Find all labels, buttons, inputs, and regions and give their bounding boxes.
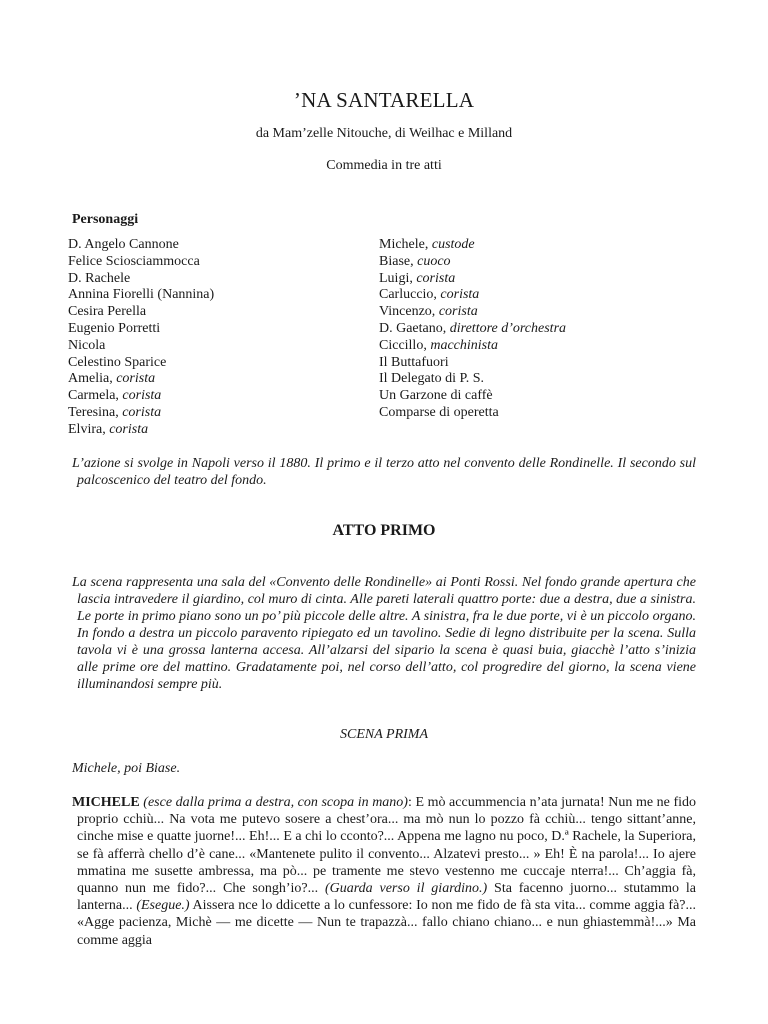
scene-title: SCENA PRIMA (339, 727, 428, 742)
personaggio-right (379, 254, 566, 271)
personaggio-name: Cesira Perella (68, 304, 147, 320)
personaggio-left (68, 287, 214, 304)
personaggio-left (68, 237, 214, 254)
personaggio-right (379, 405, 566, 422)
personaggio-right (379, 355, 566, 372)
personaggio-role: custode (431, 237, 475, 252)
personaggio-name: Nicola (68, 337, 106, 353)
personaggio-name: Il Buttafuori (379, 354, 449, 370)
personaggio-name: Celestino Sparice (68, 354, 167, 370)
personaggio-name: Elvira, (68, 421, 110, 437)
scene-description (72, 574, 696, 693)
personaggio-name: Un Garzone di caffè (379, 388, 493, 404)
azione-note (72, 455, 696, 489)
personaggio-name: Carluccio, (379, 287, 441, 303)
play-genre: Commedia in tre atti (326, 158, 442, 173)
personaggio-right (379, 271, 566, 288)
personaggio-name: Biase, (379, 253, 418, 269)
dialogue-text: Sta facenno juorno... stutammo la lanterna... (77, 881, 696, 914)
personaggio-right (379, 287, 566, 304)
personaggio-right (379, 388, 566, 405)
play-title: ’NA SANTARELLA (293, 88, 475, 112)
personaggio-left (68, 254, 214, 271)
personaggio-role: direttore d’orchestra (449, 320, 567, 336)
personaggio-left (68, 271, 214, 288)
dialogue-text: Aissera nce lo ddicette a lo cunfessore: Io non me fido de fà sta vita... comme aggia fà?... «Agge pacienza, Michè — me dicette — Nun te trapazzà... fallo chiano chiano... e nun ghiastemmà!...» Ma comme aggia (77, 898, 697, 948)
personaggi-left-column (68, 237, 214, 439)
personaggio-left (68, 321, 214, 338)
dialogue-michele (72, 794, 696, 949)
personaggio-left (68, 422, 214, 439)
personaggio-left (68, 338, 214, 355)
scene-description-text: La scena rappresenta una sala del «Convento delle Rondinelle» ai Ponti Rossi. Nel fondo grande apertura che lascia intravedere il giardino, col muro di cinta. Alle pareti laterali quattro porte: due a destra, due a sinistra. Le porte in primo piano sono un po’ più piccole delle altre. A sinistra, fra le due porte, vi è un piccolo organo. In fondo a destra un piccolo paravento ripiegato ed un tavolino. Sedie di legno distribuite per la scena. Sulla tavola vi è una grossa lanterna accesa. All’alzarsi del sipario la scena è quasi buia, giacchè l’atto s’inizia alle prime ore del mattino. Gradatamente poi, nel corso dell’atto, col progredire del giorno, la scena viene illuminandosi sempre più. (72, 575, 696, 692)
scene-entrance: Michele, poi Biase. (72, 761, 181, 776)
personaggio-role: macchinista (430, 337, 498, 353)
personaggio-role: corista (440, 287, 480, 303)
personaggi-right-column (379, 237, 566, 422)
personaggio-name: Felice Sciosciammocca (68, 253, 200, 269)
personaggio-role: corista (109, 421, 149, 437)
personaggio-right (379, 338, 566, 355)
personaggio-role: corista (438, 304, 478, 320)
personaggio-left (68, 405, 214, 422)
dialogue-text: : E mò accummencia n’ata jurnata! Nun me ne fido proprio cchiù... Na vota me putevo sosere a chest’ora... ma mò nun lo pozzo fà cchiù... tengo sittant’anne, cinche mise e quatte juorne!... Eh!... E a chi lo cconto?... Appena me lagno nu poco, D.ª Rachele, la Superiora, se fà afferrà chello d’è cane... «Mantenete pulito il convento... Alzatevi presto... » Eh! È na parola!... Io ajere mmatina me susette ambressa, ma pò... pe tramente me stevo vestenno me cuccaje nterra!... Ch’aggia fà, quanno nun me fido?... Che songh’io?... (77, 795, 696, 897)
personaggio-left (68, 355, 214, 372)
personaggio-left (68, 304, 214, 321)
speaker-name: MICHELE (72, 795, 140, 810)
personaggio-right (379, 371, 566, 388)
personaggio-role: corista (416, 270, 456, 286)
personaggio-name: Carmela, (68, 388, 123, 404)
personaggio-name: Ciccillo, (379, 337, 431, 353)
personaggio-right (379, 304, 566, 321)
stage-direction: (Esegue.) (136, 898, 190, 914)
personaggio-role: corista (122, 388, 162, 404)
personaggio-name: Comparse di operetta (379, 404, 499, 420)
personaggio-name: Eugenio Porretti (68, 320, 161, 336)
personaggio-right (379, 237, 566, 254)
personaggio-name: Amelia, (68, 371, 117, 387)
personaggio-role: corista (122, 404, 162, 420)
personaggi-heading: Personaggi (72, 212, 139, 227)
personaggio-name: D. Rachele (68, 270, 131, 286)
personaggio-name: D. Gaetano, (379, 320, 450, 336)
personaggio-role: corista (116, 371, 156, 387)
stage-direction: (Guarda verso il giardino.) (324, 881, 488, 897)
play-subtitle: da Mam’zelle Nitouche, di Weilhac e Milland (255, 126, 513, 141)
personaggio-name: D. Angelo Cannone (68, 237, 179, 252)
personaggio-name: Il Delegato di P. S. (379, 371, 484, 387)
personaggio-role: cuoco (417, 253, 451, 269)
personaggio-name: Michele, (379, 237, 432, 252)
personaggio-name: Vincenzo, (379, 304, 439, 320)
stage-direction: (esce dalla prima a destra, con scopa in mano) (143, 795, 408, 810)
personaggio-name: Teresina, (68, 404, 123, 420)
personaggio-right (379, 321, 566, 338)
personaggio-name: Annina Fiorelli (Nannina) (68, 287, 215, 303)
azione-text: L’azione si svolge in Napoli verso il 1880. Il primo e il terzo atto nel convento delle Rondinelle. Il secondo sul palcoscenico del teatro del fondo. (72, 456, 696, 488)
personaggio-left (68, 371, 214, 388)
act-title: ATTO PRIMO (332, 522, 436, 539)
personaggio-left (68, 388, 214, 405)
personaggio-name: Luigi, (379, 270, 417, 286)
